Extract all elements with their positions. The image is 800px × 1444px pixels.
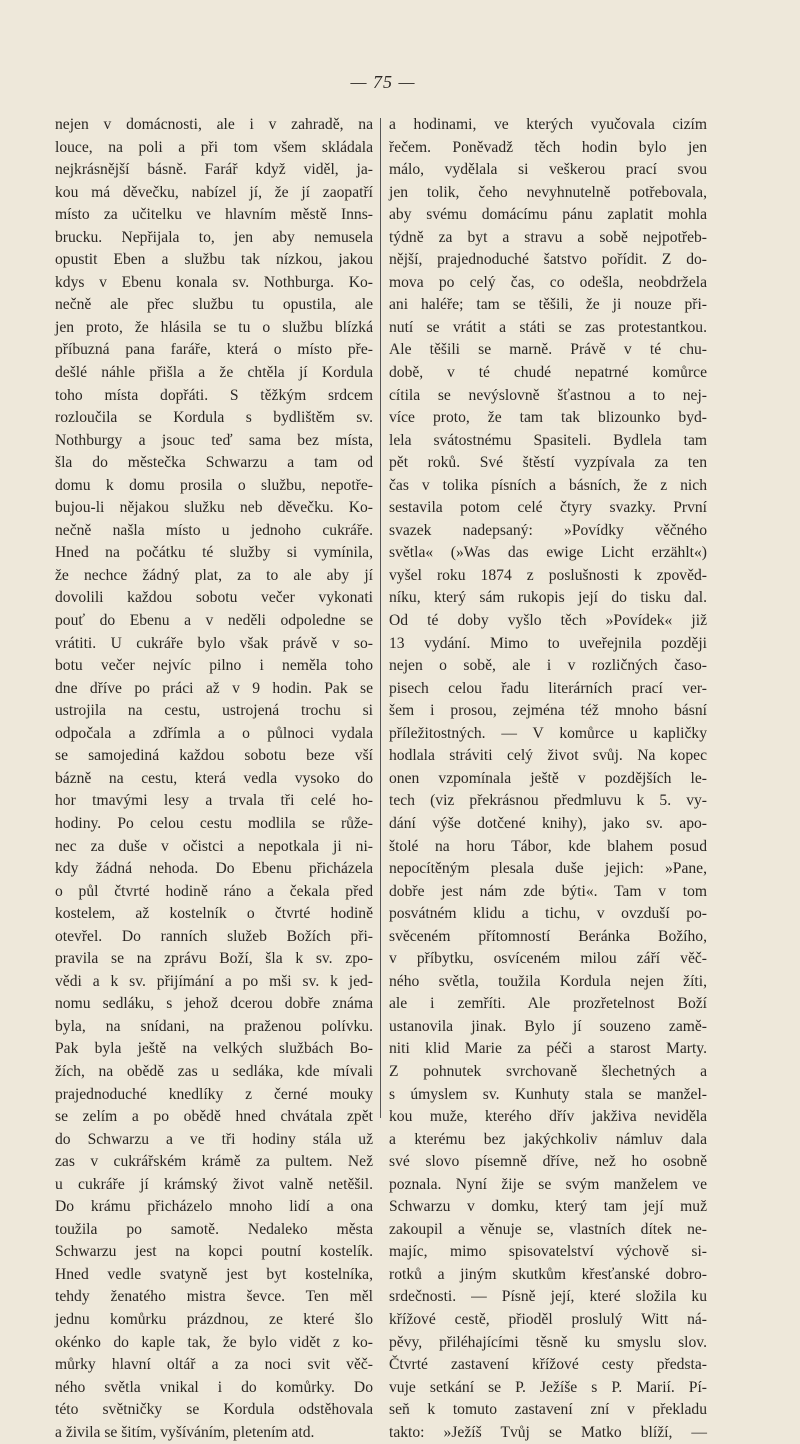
text-line: hodlala stráviti celý život svůj. Na kopec [389, 747, 707, 765]
text-line: málo, vydělala si veškerou prací svou [389, 161, 707, 179]
text-line: štolé na horu Tábor, kde blahem posud [389, 837, 707, 855]
text-line: kostelem, až kostelník o čtvrté hodině [55, 905, 373, 923]
text-line: více proto, že tam tak blizounko byd- [389, 409, 707, 427]
text-line: místo za učitelku ve hlavním městě Inns- [55, 206, 373, 224]
left-text-column [55, 114, 373, 1444]
text-line: nečně ale přec službu tu opustila, ale [55, 296, 373, 314]
text-line: čas v tolika písních a básních, že z nich [389, 476, 707, 494]
text-line: dešlé náhle přišla a že chtěla jí Kordula [55, 364, 373, 382]
text-line: o půl čtvrté hodině ráno a čekala před [55, 882, 373, 900]
text-line: a hodinami, ve kterých vyučovala cizím [389, 116, 707, 133]
text-line: Nothburgy a jsouc teď sama bez místa, [55, 431, 373, 449]
text-line: Schwarzu v domku, který tam její muž [389, 1198, 707, 1216]
text-line: kou má děvečku, nabízel jí, že jí zaopatří [55, 183, 373, 201]
text-line: hor tmavými lesy a trvala tři celé ho- [55, 792, 373, 810]
text-line: svazek nadepsaný: »Povídky věčného [389, 521, 707, 539]
text-line: se samojediná každou sobotu beze vší [55, 747, 373, 765]
text-line: nepocítěným plesala duše jejich: »Pane, [389, 860, 707, 878]
text-line: bujou-li nějakou služku neb děvečku. Ko- [55, 499, 373, 517]
text-line: době, v té chudé nepatrné komůrce [389, 364, 707, 382]
text-line: dovolili každou sobotu večer vykonati [55, 589, 373, 607]
text-line: s úmyslem sv. Kunhuty stala se manžel- [389, 1085, 707, 1103]
text-line: odpočala a zdřímla a o půlnoci vydala [55, 724, 373, 742]
text-line: jen proto, že hlásila se tu o službu blízká [55, 318, 373, 336]
text-line: nečně našla místo u jednoho cukráře. [55, 521, 373, 539]
text-line: do Schwarzu a ve tři hodiny stála už [55, 1130, 373, 1148]
text-line: Hned na počátku té služby si vymínila, [55, 544, 373, 562]
text-line: niti klid Marie za péči a starost Marty. [389, 1040, 707, 1058]
text-line: otevřel. Do ranních služeb Božích při- [55, 927, 373, 945]
text-line: že nechce žádný plat, za to ale aby jí [55, 566, 373, 584]
text-line: opustit Eben a službu tak nízkou, jakou [55, 251, 373, 269]
text-line: majíc, mimo spisovatelství výchově si- [389, 1243, 707, 1261]
page-number: — 75 — [350, 72, 416, 92]
text-line: sestavila potom celé čtyry svazky. První [389, 499, 707, 517]
text-line: Schwarzu jest na kopci poutní kostelík. [55, 1243, 373, 1261]
text-line: kdy žádná nehoda. Do Ebenu přicházela [55, 860, 373, 878]
text-line: křížové cestě, přioděl proslulý Witt ná- [389, 1310, 707, 1328]
text-line: domu k domu prosila o službu, nepotře- [55, 476, 373, 494]
text-line: posvátném klidu a tichu, v ovzduší po- [389, 905, 707, 923]
text-line: nec za duše v očistci a nepotkala ji ni- [55, 837, 373, 855]
text-line: Ale těšili se marně. Právě v té chu- [389, 341, 707, 359]
text-line: bázně na cestu, která vedla vysoko do [55, 769, 373, 787]
text-line: tehdy ženatého mistra ševce. Ten měl [55, 1288, 373, 1306]
text-line: šla do městečka Schwarzu a tam od [55, 454, 373, 472]
text-line: Od té doby vyšlo těch »Povídek« již [389, 612, 707, 630]
text-line: byla, na snídani, na praženou polívku. [55, 1017, 373, 1035]
text-line: Do krámu přicházelo mnoho lidí a ona [55, 1198, 373, 1216]
text-line: rotků a jiným skutkům křesťanské dobro- [389, 1265, 707, 1283]
text-line: týdně za byt a stravu a sobě nejpotřeb- [389, 228, 707, 246]
text-line: ustrojila na cestu, ustrojená trochu si [55, 702, 373, 720]
text-line: šem i prosou, zejména též mnoho básní [389, 702, 707, 720]
text-line: nutí se vrátit a státi se zas protestantkou. [389, 318, 707, 336]
text-line: Čtvrté zastavení křížové cesty předsta- [389, 1356, 707, 1374]
text-line: Z pohnutek svrchovaně šlechetných a [389, 1062, 707, 1080]
text-line: ani haléře; tam se těšili, že ji nouze při- [389, 296, 707, 314]
text-line: pravila se na zprávu Boží, šla k sv. zpo- [55, 950, 373, 968]
text-line: ného světla, toužila Kordula nejen žíti, [389, 972, 707, 990]
text-line: v příbytku, osvíceném milou září věč- [389, 950, 707, 968]
text-line: toho místa dopřáti. S těžkým srdcem [55, 386, 373, 404]
text-line: u cukráře jí krámský život valně netěšil. [55, 1175, 373, 1193]
text-line: nejen v domácnosti, ale i v zahradě, na [55, 116, 373, 133]
text-line: můrky hlavní oltář a za noci svit věč- [55, 1356, 373, 1374]
text-line: poznala. Nyní žije se svým manželem ve [389, 1175, 707, 1193]
text-line: srdečnosti. — Písně její, které složila ku [389, 1288, 707, 1306]
text-line: mova po celý čas, co odešla, neobdržela [389, 273, 707, 291]
text-line: jen tolik, čeho nevyhnutelně potřebovala, [389, 183, 707, 201]
text-line: rozloučila se Kordula s bydlištěm sv. [55, 409, 373, 427]
text-line: nejkrásnější básně. Farář když viděl, ja- [55, 161, 373, 179]
text-line: své slovo písemně dříve, než ho osobně [389, 1153, 707, 1171]
text-line: lela svátostnému Spasiteli. Bydlela tam [389, 431, 707, 449]
text-line: botu večer nejvíc pilno i neměla toho [55, 657, 373, 675]
text-line: nejen o sobě, ale i v rozličných časo- [389, 657, 707, 675]
text-line: zakoupil a věnuje se, vlastních dítek ne- [389, 1220, 707, 1238]
text-line: okénko do kaple tak, že bylo vidět z ko- [55, 1333, 373, 1351]
text-line: cítila se nevýslovně šťastnou a to nej- [389, 386, 707, 404]
text-line: se zelím a po obědě hned chvátala zpět [55, 1108, 373, 1126]
text-line: Pak byla ještě na velkých službách Bo- [55, 1040, 373, 1058]
text-line: brucku. Nepřijala to, jen aby nemusela [55, 228, 373, 246]
text-line: onen vzpomínala ještě v pozdějších le- [389, 769, 707, 787]
text-line: níku, který sám rukopis její do tisku dal. [389, 589, 707, 607]
text-line: této světničky se Kordula odstěhovala [55, 1401, 373, 1419]
text-line: tech (viz překrásnou předmluvu k 5. vy- [389, 792, 707, 810]
text-line: jednu komůrku prázdnou, ze které šlo [55, 1310, 373, 1328]
text-line: a živila se šitím, vyšíváním, pletením atd. [55, 1423, 315, 1441]
text-line: kou muže, kterého dřív jakživa neviděla [389, 1108, 707, 1126]
text-line: dobře jest nám zde býti«. Tam v tom [389, 882, 707, 900]
text-line: ného světla vnikal i do komůrky. Do [55, 1378, 373, 1396]
text-line: vyšel roku 1874 z poslušnosti k zpověd- [389, 566, 707, 584]
text-line: hodiny. Po celou cestu modlila se růže- [55, 814, 373, 832]
text-line: pět roků. Své štěstí vyzpívala za ten [389, 454, 707, 472]
text-line: příbuzná pana faráře, která o místo pře- [55, 341, 373, 359]
text-line: takto: »Ježíš Tvůj se Matko blíží, — [389, 1423, 707, 1441]
text-line: nější, prajednoduché šatstvo pořídit. Z do- [389, 251, 707, 269]
text-line: dání výše dotčené knihy), jako sv. apo- [389, 814, 707, 832]
text-line: vrátiti. U cukráře bylo však právě v so- [55, 634, 373, 652]
text-line: žích, na obědě zas u sedláka, kde mívali [55, 1062, 373, 1080]
text-line: dne dříve po práci až v 9 hodin. Pak se [55, 679, 373, 697]
text-line: světla« (»Was das ewige Licht erzählt«) [389, 544, 707, 562]
text-line: a kterému bez jakýchkoliv námluv dala [389, 1130, 707, 1148]
text-line: Hned vedle svatyně jest byt kostelníka, [55, 1265, 373, 1283]
text-line: řečem. Poněvadž těch hodin bylo jen [389, 138, 707, 156]
text-line: pouť do Ebenu a v neděli odpoledne se [55, 612, 373, 630]
text-line: vuje setkání se P. Ježíše s P. Marií. Pí- [389, 1378, 707, 1396]
text-line: 13 vydání. Mimo to uveřejnila později [389, 634, 707, 652]
text-line: vědi a k sv. přijímání a po mši sv. k jed- [55, 972, 373, 990]
text-line: příležitostných. — V komůrce u kapličky [389, 724, 707, 742]
text-line: kdys v Ebenu konala sv. Nothburga. Ko- [55, 273, 373, 291]
text-line: ustanovila jinak. Bylo jí souzeno zamě- [389, 1017, 707, 1035]
text-line: nomu sedláku, s jehož dcerou dobře známa [55, 995, 373, 1013]
text-line: zas v cukrářském krámě za pultem. Než [55, 1153, 373, 1171]
text-line: pisech celou řadu literárních prací ver- [389, 679, 707, 697]
text-line: seň k tomuto zastavení zní v překladu [389, 1401, 707, 1419]
text-line: ale i zemříti. Ale prozřetelnost Boží [389, 995, 707, 1013]
text-line: svěceném přítomností Beránka Božího, [389, 927, 707, 945]
text-line: toužila po samotě. Nedaleko města [55, 1220, 373, 1238]
text-line: louce, na poli a při tom všem skládala [55, 138, 373, 156]
text-line: aby svému domácímu pánu zaplatit mohla [389, 206, 707, 224]
text-line: prajednoduché knedlíky z černé mouky [55, 1085, 373, 1103]
right-text-column [389, 114, 707, 1444]
column-divider [380, 118, 381, 1118]
text-line: pěvy, přiléhajícími těsně ku smyslu slov. [389, 1333, 707, 1351]
